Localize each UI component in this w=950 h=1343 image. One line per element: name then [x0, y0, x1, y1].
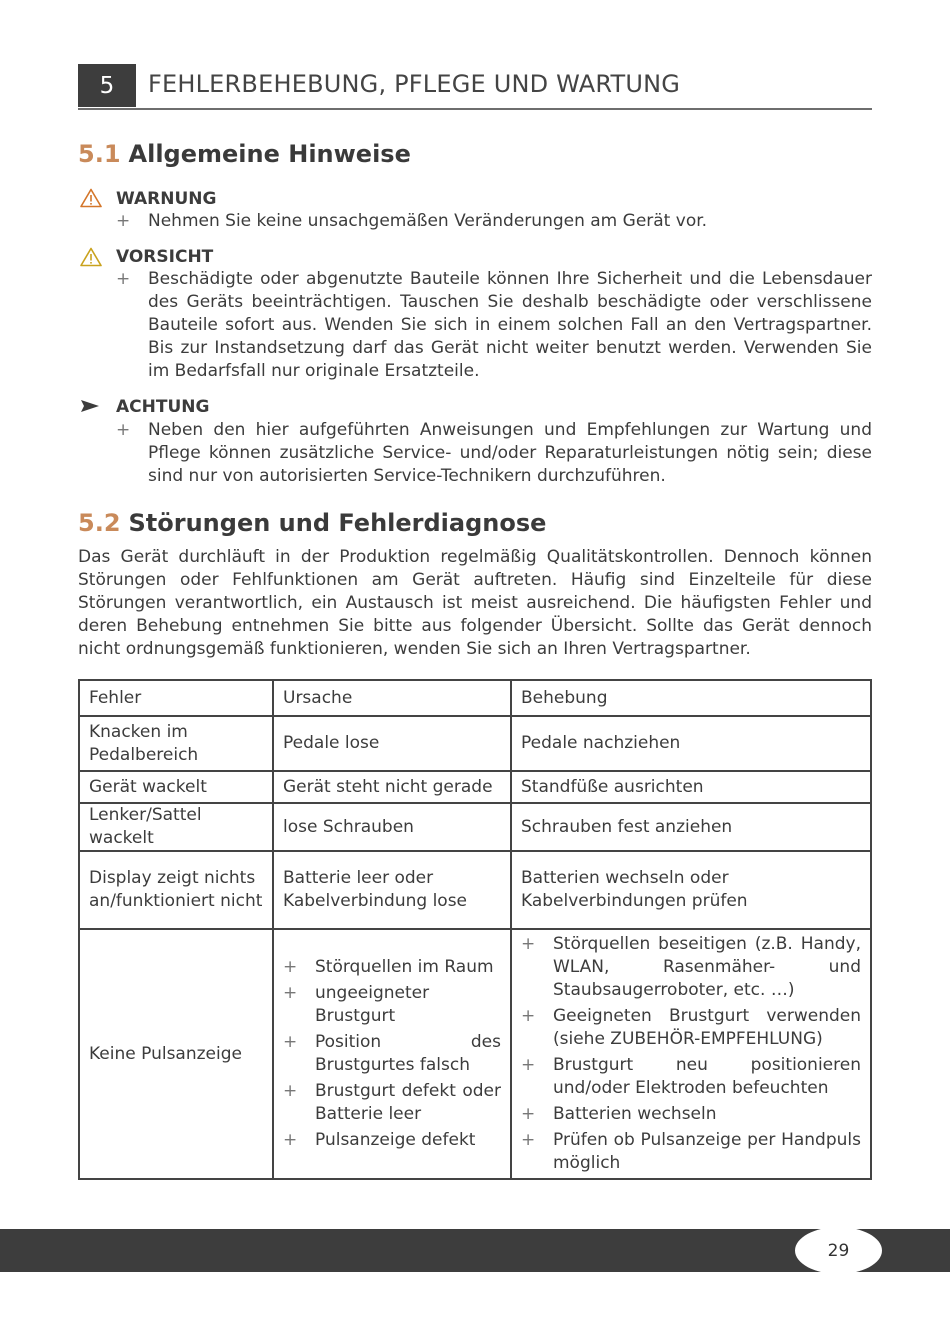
- list-item: + Prüfen ob Pulsanzeige per Handpuls möglich: [521, 1130, 861, 1173]
- table-header: Behebung: [511, 680, 871, 716]
- list-item: + Batterien wechseln: [521, 1104, 717, 1124]
- table-cell: Lenker/Sattel wackelt: [79, 803, 273, 851]
- section-heading-general: [78, 140, 411, 168]
- list-item: + Geeigneten Brustgurt verwenden (siehe ZUBEHÖR-EMPFEHLUNG): [521, 1006, 861, 1049]
- table-header-row: [79, 680, 871, 716]
- chapter-header: [78, 64, 872, 110]
- warning-triangle-icon: [80, 247, 102, 267]
- table-row: [79, 771, 871, 803]
- list-item: + Störquellen im Raum: [283, 957, 494, 977]
- table-cell: lose Schrauben: [273, 803, 511, 851]
- caution-item: + Beschädigte oder abgenutzte Bauteile können Ihre Sicherheit und die Lebensdauer des Geräts beeinträchtigen. Tauschen Sie deshalb beschädigte oder verschlissene Bauteile sofort aus. Wenden Sie sich in einem solchen Fall an den Vertragspartner. Bis zur Instandsetzung darf das Gerät nicht weiter benutzt werden. Verwenden Sie im Bedarfsfall nur originale Ersatzteile.: [116, 269, 872, 381]
- attention-item: + Neben den hier aufgeführten Anweisungen und Empfehlungen zur Wartung und Pflege können zusätzliche Service- und/oder Reparaturleistungen nötig sein; diese sind nur von autorisierten Service-Technikern durchzuführen.: [116, 420, 872, 486]
- list-item: + Brustgurt neu positionieren und/oder Elektroden befeuchten: [521, 1055, 861, 1098]
- table-cell: Schrauben fest anziehen: [511, 803, 871, 851]
- table-cell-fixes: [511, 929, 871, 1179]
- section-number: 5.2: [78, 509, 121, 537]
- bullet-plus: +: [116, 269, 131, 289]
- bullet-plus: +: [116, 420, 131, 440]
- table-cell: Pedale lose: [273, 716, 511, 771]
- table-row: [79, 851, 871, 929]
- section-heading-faults: [78, 509, 546, 537]
- table-cell: Batterie leer oder Kabelverbindung lose: [273, 851, 511, 929]
- chapter-number: 5: [78, 64, 136, 107]
- chapter-title: FEHLERBEHEBUNG, PFLEGE UND WARTUNG: [148, 70, 681, 98]
- section-title: Allgemeine Hinweise: [128, 140, 411, 168]
- fault-table: [78, 679, 872, 1180]
- table-cell: Gerät steht nicht gerade: [273, 771, 511, 803]
- fix-list: [521, 933, 861, 1175]
- table-cell: Display zeigt nichts an/funktioniert nicht: [79, 851, 273, 929]
- cause-list: [283, 956, 501, 1152]
- table-row: [79, 929, 871, 1179]
- page-number: 29: [795, 1227, 882, 1274]
- table-cell: Standfüße ausrichten: [511, 771, 871, 803]
- table-cell: Batterien wechseln oder Kabelverbindungen prüfen: [511, 851, 871, 929]
- table-header: Ursache: [273, 680, 511, 716]
- table-cell-causes: [273, 929, 511, 1179]
- list-item: + ungeeigneter Brustgurt: [283, 983, 430, 1026]
- section-number: 5.1: [78, 140, 121, 168]
- list-item: + Störquellen beseitigen (z.B. Handy, WLAN, Rasenmäher- und Staubsaugerroboter, etc. …): [521, 934, 861, 1000]
- table-cell: Gerät wackelt: [79, 771, 273, 803]
- table-cell: Pedale nachziehen: [511, 716, 871, 771]
- warning-label: WARNUNG: [116, 189, 217, 209]
- intro-paragraph: Das Gerät durchläuft in der Produktion regelmäßig Qualitätskontrollen. Dennoch können Störungen oder Fehlfunktionen am Gerät auftreten. Häufig sind Einzelteile für diese Störungen verantwortlich, ein Austausch ist meist ausreichend. Die häufigsten Fehler und deren Behebung entnehmen Sie bitte aus folgender Übersicht. Sollte das Gerät dennoch nicht ordnungsgemäß funktionieren, wenden Sie sich an Ihren Vertragspartner.: [78, 547, 872, 659]
- table-row: [79, 716, 871, 771]
- table-cell: Keine Pulsanzeige: [79, 929, 273, 1179]
- table-header: Fehler: [79, 680, 273, 716]
- table-cell: Knacken im Pedalbereich: [79, 716, 273, 771]
- list-item: + Position des Brustgurtes falsch: [283, 1032, 501, 1075]
- list-item: + Brustgurt defekt oder Batterie leer: [283, 1081, 501, 1124]
- table-row: [79, 803, 871, 851]
- flag-icon: [80, 399, 100, 413]
- warning-triangle-icon: [80, 188, 102, 208]
- section-title: Störungen und Fehlerdiagnose: [128, 509, 547, 537]
- caution-label: VORSICHT: [116, 247, 214, 267]
- bullet-plus: +: [116, 211, 131, 231]
- attention-label: ACHTUNG: [116, 397, 210, 417]
- list-item: + Pulsanzeige defekt: [283, 1130, 476, 1150]
- warning-item: + Nehmen Sie keine unsachgemäßen Veränderungen am Gerät vor.: [116, 211, 708, 231]
